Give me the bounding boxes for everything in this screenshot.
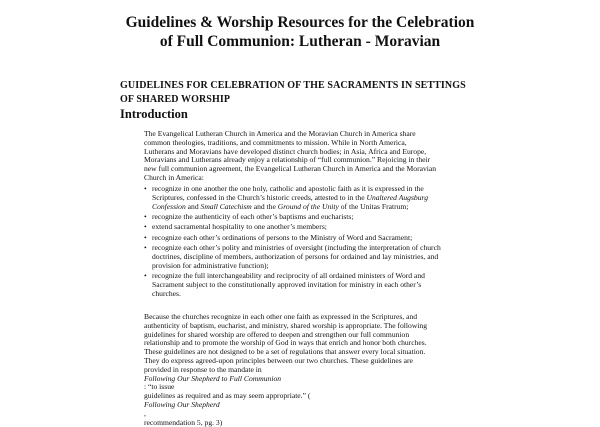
list-item-line: doctrines, discipline of members, authorization of persons for ordained and lay ministries, and <box>152 251 439 261</box>
italic-text: Ground of the Unity <box>277 201 339 211</box>
text-run: and the <box>251 201 278 211</box>
list-item <box>144 244 494 270</box>
list-item <box>144 185 494 211</box>
bullet-icon: • <box>144 243 147 253</box>
closing-paragraph <box>144 313 494 427</box>
intro-line: Moravians and Lutherans already enjoy a relationship of “full communion.” Rejoicing in their <box>144 155 431 165</box>
document-title <box>0 13 600 51</box>
text-run: : “to issue <box>144 382 175 392</box>
section-heading-line-2: OF SHARED WORSHIP <box>120 94 231 105</box>
list-item-line: Sacrament subject to the constitutionally approved invitation for ministry in each other’s <box>152 279 422 289</box>
text-run: Scriptures, confessed in the Church’s historic creeds, attested to in the <box>152 192 367 202</box>
list-item-line: extend sacramental hospitality to one another’s members; <box>152 222 327 232</box>
italic-text: Small Catechism <box>200 201 252 211</box>
closing-line: guidelines for shared worship are offered to deepen and strengthen our full communion <box>144 329 410 339</box>
list-item-line: recognize in one another the one holy, catholic and apostolic faith as it is expressed in the <box>152 184 424 193</box>
closing-line: These guidelines are not designed to be a set of regulations that answer every local situation. <box>144 347 426 357</box>
text-run: and <box>185 201 201 211</box>
text-run: provided in response to the mandate in <box>144 364 262 374</box>
section-heading-line-1: GUIDELINES FOR CELEBRATION OF THE SACRAMENTS IN SETTINGS <box>120 80 466 91</box>
bullet-icon: • <box>144 222 147 232</box>
italic-text: Confession <box>152 201 186 211</box>
commitments-list <box>144 185 494 300</box>
list-item-line <box>152 203 494 212</box>
closing-line: relationship and to promote the worship of God in ways that enrich and honor both churches. <box>144 338 427 348</box>
closing-line <box>144 366 494 392</box>
intro-line: The Evangelical Lutheran Church in America and the Moravian Church in America share <box>144 129 416 138</box>
list-item <box>144 223 494 232</box>
intro-line: new full communion agreement, the Evangelical Lutheran Church in America and the Moravian <box>144 164 437 174</box>
title-line-1: Guidelines & Worship Resources for the Celebration <box>125 14 475 31</box>
closing-line <box>144 392 494 418</box>
list-item-line: recognize the authenticity of each other’s baptisms and eucharists; <box>152 211 354 221</box>
text-run: , <box>144 408 146 418</box>
list-item <box>144 272 494 298</box>
list-item-line: recognize each other’s polity and ministries of oversight (including the interpretation of church <box>152 243 441 253</box>
intro-line: Church in America: <box>144 172 204 182</box>
text-run: of the Unitas Fratrum; <box>338 201 409 211</box>
text-run: guidelines as required and as may seem appropriate.” ( <box>144 391 311 401</box>
list-item-line: churches. <box>152 288 181 298</box>
list-item-line: recognize each other’s ordinations of persons to the Ministry of Word and Sacrament; <box>152 232 413 242</box>
italic-text: Unaltered Augsburg <box>366 192 428 202</box>
bullet-icon: • <box>144 232 147 242</box>
intro-line: common theologies, traditions, and commitments to mission. While in North America, <box>144 137 407 147</box>
intro-line: Lutherans and Moravians have developed distinct church bodies; in Asia, Africa and Europe, <box>144 146 427 156</box>
bullet-icon: • <box>144 271 147 281</box>
bullet-icon: • <box>144 184 147 193</box>
bullet-icon: • <box>144 211 147 221</box>
list-item-line: recognize the full interchangeability and reciprocity of all ordained ministers of Word and <box>152 271 425 281</box>
closing-line: recommendation 5, pg. 3) <box>144 417 223 427</box>
introduction-heading: Introduction <box>120 107 188 121</box>
intro-paragraph <box>144 130 494 183</box>
list-item <box>144 213 494 222</box>
closing-line: Because the churches recognize in each other one faith as expressed in the Scriptures, and <box>144 312 418 321</box>
section-heading <box>120 79 500 107</box>
closing-line: authenticity of baptism, eucharist, and ministry, shared worship is appropriate. The following <box>144 320 428 330</box>
list-item <box>144 234 494 243</box>
title-line-2: of Full Communion: Lutheran - Moravian <box>159 33 441 50</box>
closing-line: They do express agreed-upon principles between our two churches. These guidelines are <box>144 355 413 365</box>
italic-text: Following Our Shepherd to Full Communion <box>144 373 282 383</box>
italic-text: Following Our Shepherd <box>144 399 220 409</box>
list-item-line: provision for administrative function); <box>152 260 269 270</box>
